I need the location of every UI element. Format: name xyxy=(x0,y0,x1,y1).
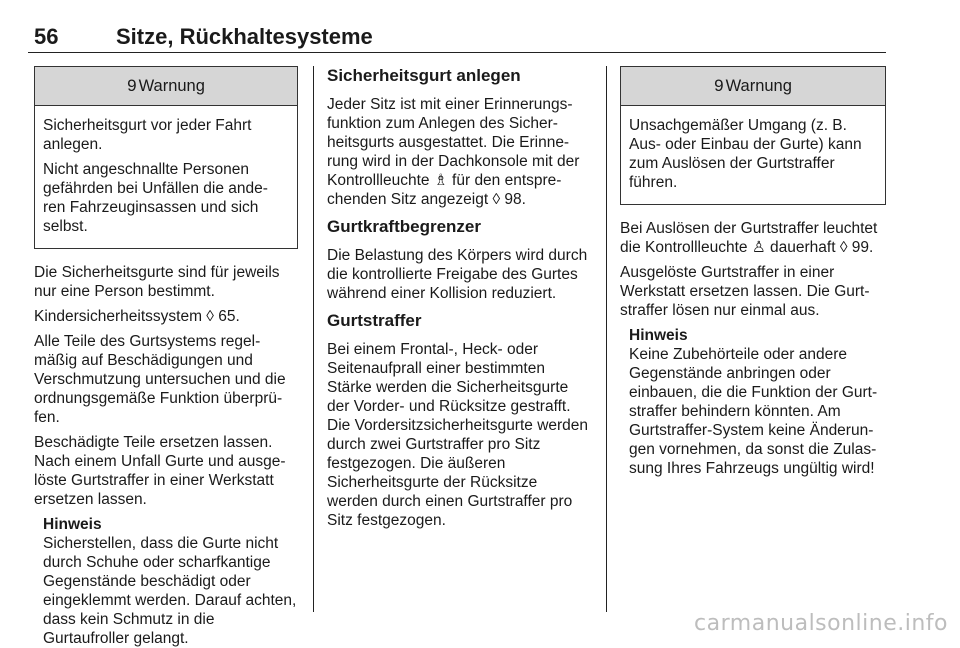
body-paragraph: Bei einem Frontal-, Heck- oder Seitenaufprall einer bestimmten Stärke werden die Sicherheitsgurte der Vorder- und Rücksitze gestrafft. Die Vordersitzsicherheitsgurte werden durch zwei Gurtstraffer pro Sitz festgezogen. Die äußeren Sicherheitsgurte der Rücksitze werden durch einen Gurtstraffer pro Sitz festgezogen. xyxy=(327,341,589,529)
cross-reference-paragraph: Kindersicherheitssystem ◊ 65. xyxy=(34,308,240,325)
column-divider xyxy=(313,66,314,612)
page-title: Sitze, Rückhaltesysteme xyxy=(116,24,373,49)
body-paragraph: Die Belastung des Körpers wird durch die kontrollierte Freigabe des Gurtes während einer Kollision reduziert. xyxy=(327,247,588,302)
section-heading: Sicherheitsgurt anlegen xyxy=(327,66,521,85)
note-label: Hinweis xyxy=(629,327,688,344)
note-text: Keine Zubehörteile oder andere Gegenstände anbringen oder einbauen, die die Funktion der Gurt-straffer behindern könnten. Am Gurtstraffer-System keine Änderun-gen vornehmen, da sonst die Zulas-sung Ihres Fahrzeugs ungültig wird! xyxy=(629,346,878,477)
warning-text: Unsachgemäßer Umgang (z. B. Aus- oder Einbau der Gurte) kann zum Auslösen der Gurtstraffer führen. xyxy=(629,117,862,191)
column-divider xyxy=(606,66,607,612)
column-1 xyxy=(34,66,298,648)
watermark: carmanualsonline.info xyxy=(694,611,948,636)
page-number: 56 xyxy=(34,24,59,49)
warning-icon: 9 xyxy=(714,76,724,95)
warning-body xyxy=(621,106,885,204)
body-paragraph: Jeder Sitz ist mit einer Erinnerungs-funktion zum Anlegen des Sicher-heitsgurts ausgestattet. Die Erinne-rung wird in der Dachkonsole mit der Kontrollleuchte ♗ für den entspre-chenden Sitz angezeigt ◊ 98. xyxy=(327,96,580,208)
warning-box xyxy=(34,66,298,249)
warning-body xyxy=(35,106,297,248)
column-3 xyxy=(620,66,886,478)
note-block xyxy=(629,326,886,478)
warning-label: Warnung xyxy=(138,76,205,95)
warning-text: Nicht angeschnallte Personen gefährden bei Unfällen die ande-ren Fahrzeuginsassen und sich selbst. xyxy=(43,161,268,235)
note-label: Hinweis xyxy=(43,516,102,533)
section-heading: Gurtstraffer xyxy=(327,311,422,330)
warning-box xyxy=(620,66,886,205)
section-heading: Gurtkraftbegrenzer xyxy=(327,217,481,236)
warning-icon: 9 xyxy=(127,76,137,95)
body-paragraph: Die Sicherheitsgurte sind für jeweils nur eine Person bestimmt. xyxy=(34,264,280,300)
warning-header xyxy=(621,67,885,106)
page-header xyxy=(28,22,886,53)
note-block xyxy=(43,515,298,648)
body-paragraph: Ausgelöste Gurtstraffer in einer Werkstatt ersetzen lassen. Die Gurt-straffer lösen nur einmal aus. xyxy=(620,264,870,319)
note-text: Sicherstellen, dass die Gurte nicht durch Schuhe oder scharfkantige Gegenstände beschädigt oder eingeklemmt werden. Darauf achten, dass kein Schmutz in die Gurtaufroller gelangt. xyxy=(43,535,297,647)
warning-header xyxy=(35,67,297,106)
body-paragraph: Beschädigte Teile ersetzen lassen. Nach einem Unfall Gurte und ausge-löste Gurtstraffer in einer Werkstatt ersetzen lassen. xyxy=(34,434,286,508)
body-paragraph: Alle Teile des Gurtsystems regel-mäßig auf Beschädigungen und Verschmutzung untersuchen und die ordnungsgemäße Funktion überprü-fen. xyxy=(34,333,286,426)
warning-text: Sicherheitsgurt vor jeder Fahrt anlegen. xyxy=(43,117,252,153)
column-2 xyxy=(327,66,591,536)
warning-label: Warnung xyxy=(725,76,792,95)
body-paragraph: Bei Auslösen der Gurtstraffer leuchtet die Kontrollleuchte ♙ dauerhaft ◊ 99. xyxy=(620,220,878,256)
